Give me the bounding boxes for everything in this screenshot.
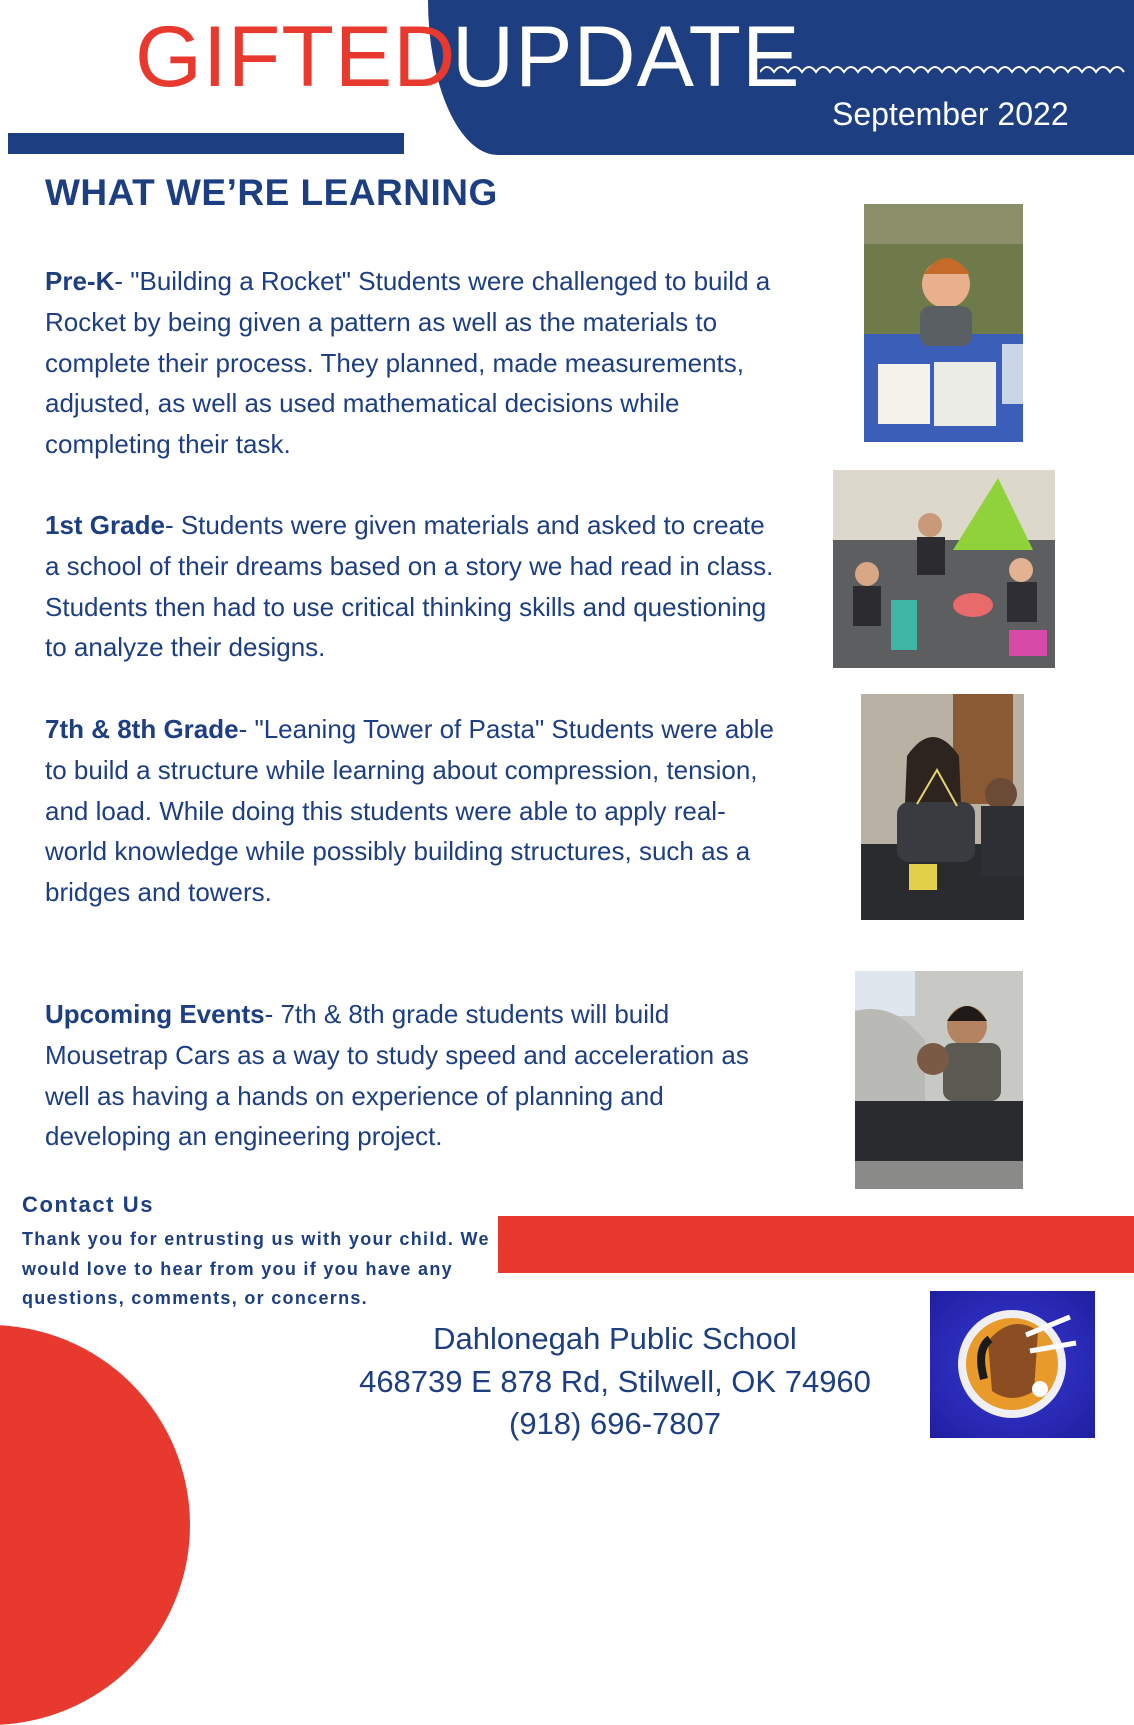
paragraph-label: 7th & 8th Grade xyxy=(45,714,239,744)
school-phone: (918) 696-7807 xyxy=(509,1406,721,1441)
paragraph-upcoming-events xyxy=(45,994,785,1157)
paragraph-label: 1st Grade xyxy=(45,510,165,540)
photo-upcoming-events xyxy=(855,971,1023,1189)
section-heading: WHAT WE’RE LEARNING xyxy=(45,172,498,213)
photo-1st-grade xyxy=(833,470,1055,668)
contact-title: Contact Us xyxy=(22,1192,155,1217)
paragraph-label: Upcoming Events xyxy=(45,999,265,1029)
school-logo xyxy=(930,1291,1095,1438)
title-update: UPDATE xyxy=(452,9,801,105)
red-corner-circle xyxy=(0,1325,190,1725)
paragraph-text: - "Building a Rocket" Students were challenged to build a Rocket by being given a pattern as well as the materials to complete their process. They planned, made measurements, adjusted, as well as used mathematical decisions while completing their task. xyxy=(45,266,771,460)
school-name: Dahlonegah Public School xyxy=(433,1321,797,1356)
wave-decoration xyxy=(760,60,1125,84)
school-address: 468739 E 878 Rd, Stilwell, OK 74960 xyxy=(359,1364,871,1399)
contact-body: Thank you for entrusting us with your child. We would love to hear from you if you have any questions, comments, or concerns. xyxy=(22,1229,490,1308)
paragraph-1st-grade xyxy=(45,505,785,668)
paragraph-text: - "Leaning Tower of Pasta" Students were able to build a structure while learning about compression, tension, and load. While doing this students were able to apply real-world knowledge while possibly building structures, such as a bridges and towers. xyxy=(45,714,775,908)
paragraph-prek xyxy=(45,261,785,465)
issue-date: September 2022 xyxy=(832,96,1069,132)
photo-prek-rocket xyxy=(864,204,1023,442)
paragraph-7th-8th-grade xyxy=(45,709,785,913)
paragraph-text: - 7th & 8th grade students will build Mousetrap Cars as a way to study speed and acceleration as well as having a hands on experience of planning and developing an engineering project. xyxy=(45,999,749,1152)
paragraph-label: Pre-K xyxy=(45,266,115,296)
photo-7th-8th-pasta-tower xyxy=(861,694,1024,920)
red-accent-bar xyxy=(498,1216,1134,1273)
header-underline-bar xyxy=(8,133,404,154)
paragraph-text: - Students were given materials and asked to create a school of their dreams based on a story we had read in class. Students then had to use critical thinking skills and questioning to analyze their designs. xyxy=(45,510,774,663)
title-gifted: GIFTED xyxy=(135,9,457,105)
